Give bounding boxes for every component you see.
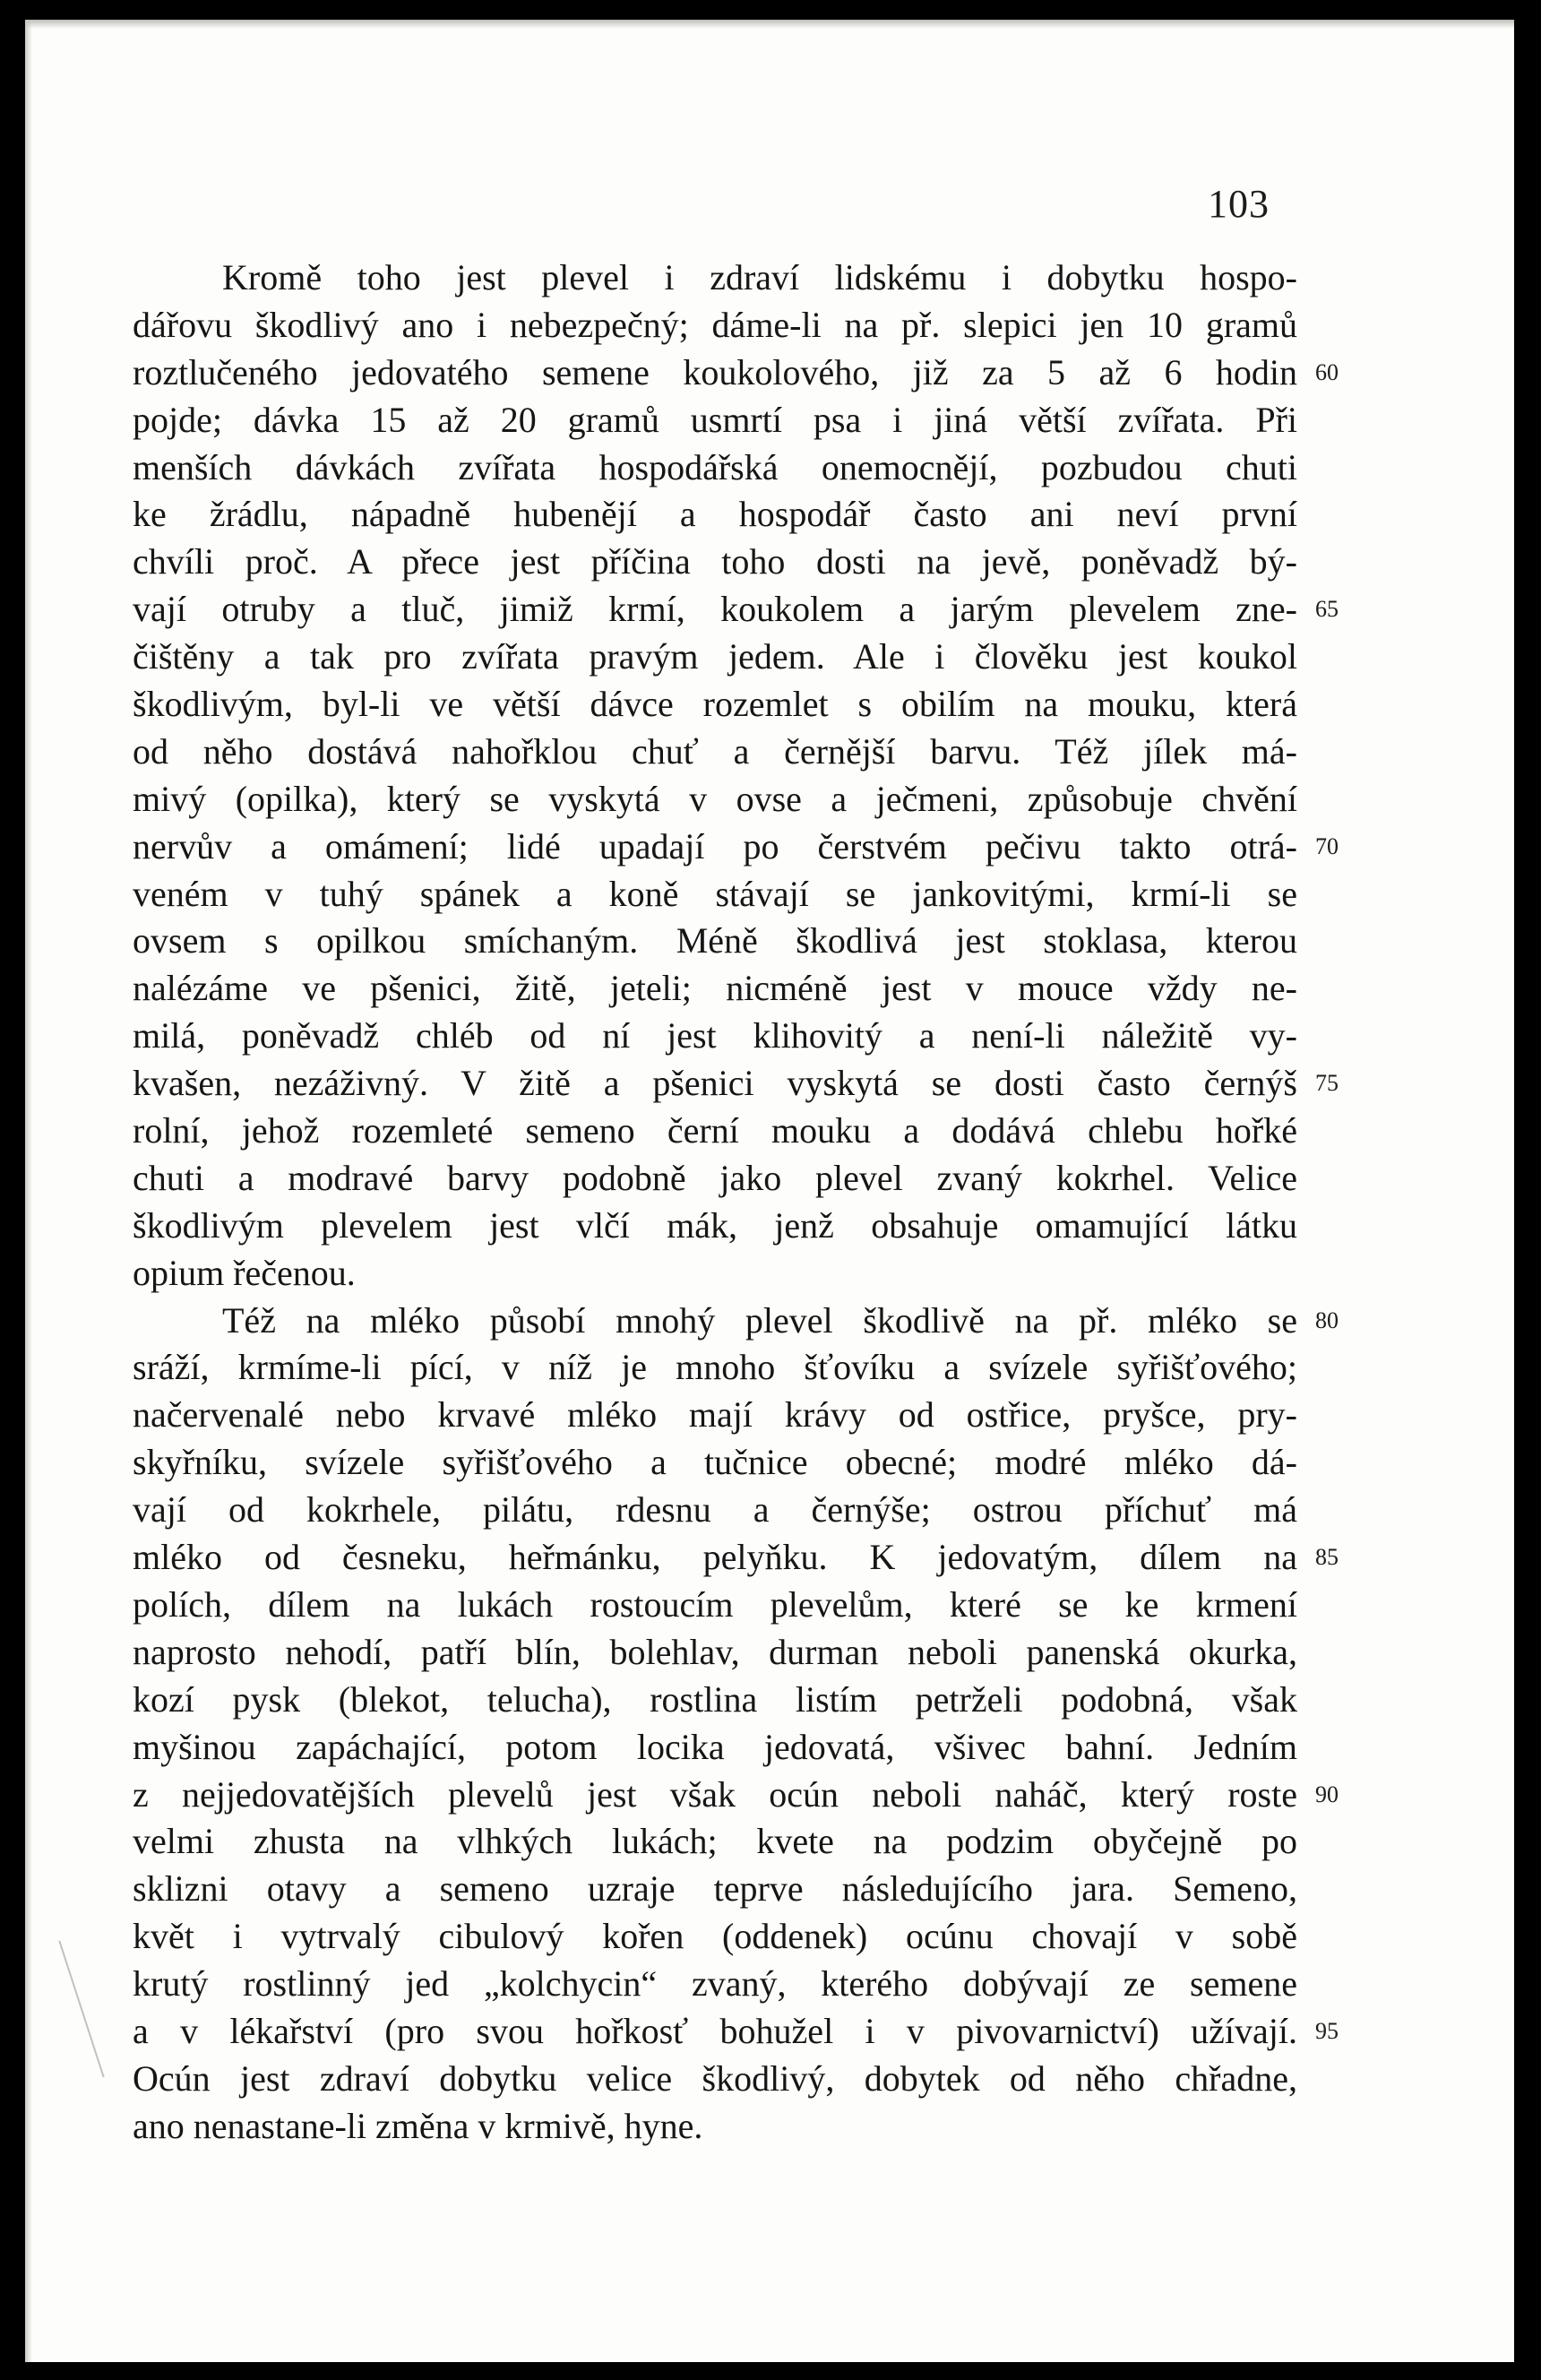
text-line-content: mléko od česneku, heřmánku, pelyňku. K jedovatým, dílem na	[133, 1537, 1297, 1578]
text-line-content: milá, poněvadž chléb od ní jest klihovitý a není-li náležitě vy-	[133, 1015, 1297, 1056]
text-line-content: dářovu škodlivý ano i nebezpečný; dáme-li na př. slepici jen 10 gramů	[133, 304, 1297, 345]
text-line-content: sráží, krmíme-li pící, v níž je mnoho šťovíku a svízele syřišťového;	[133, 1347, 1297, 1388]
text-line	[133, 1534, 1339, 1582]
text-line	[133, 1629, 1297, 1677]
text-line-content: veném v tuhý spánek a koně stávají se jankovitými, krmí-li se	[133, 873, 1297, 914]
text-line-content: z nejjedovatějších plevelů jest však ocún neboli naháč, který roste	[133, 1773, 1297, 1815]
text-line-content: ovsem s opilkou smíchaným. Méně škodlivá jest stoklasa, kterou	[133, 920, 1297, 961]
text-line-content: sklizni otavy a semeno uzraje teprve následujícího jara. Semeno,	[133, 1868, 1297, 1910]
text-line-content: pojde; dávka 15 až 20 gramů usmrtí psa i jiná větší zvířata. Při	[133, 399, 1297, 440]
text-line-content: mivý (opilka), který se vyskytá v ovse a ječmeni, způsobuje chvění	[133, 778, 1297, 819]
text-line	[133, 1013, 1297, 1060]
text-line	[133, 491, 1297, 539]
text-line-content: vají otruby a tluč, jimiž krmí, koukolem a jarým plevelem zne-	[133, 589, 1297, 630]
text-line	[133, 776, 1297, 824]
text-line	[133, 539, 1297, 586]
text-line-content: od něho dostává nahořklou chuť a černější barvu. Též jílek má-	[133, 730, 1297, 772]
text-line-content: nervův a omámení; lidé upadají po čerstvém pečivu takto otrá-	[133, 825, 1297, 867]
text-line	[133, 586, 1339, 634]
text-line	[133, 965, 1297, 1013]
text-line-content: naprosto nehodí, patří blín, bolehlav, durman neboli panenská okurka,	[133, 1631, 1297, 1672]
text-line	[133, 1961, 1297, 2008]
text-line-content: krutý rostlinný jed „kolchycin“ zvaný, kterého dobývají ze semene	[133, 1963, 1297, 2005]
text-line	[133, 1866, 1297, 1913]
text-line-content: nalézáme ve pšenici, žitě, jeteli; nicméně jest v mouce vždy ne-	[133, 968, 1297, 1009]
text-line	[133, 349, 1339, 397]
text-line-content: kozí pysk (blekot, telucha), rostlina listím petrželi podobná, však	[133, 1678, 1297, 1720]
text-line-content: ano nenastane-li změna v krmivě, hyne.	[133, 2105, 703, 2146]
text-line	[133, 2103, 1297, 2151]
scan-shadow-top	[25, 20, 1514, 29]
text-line	[133, 1913, 1297, 1961]
margin-line-number: 80	[1315, 1306, 1339, 1333]
text-line	[133, 1677, 1297, 1724]
text-line-content: skyřníku, svízele syřišťového a tučnice obecné; modré mléko dá-	[133, 1442, 1297, 1483]
text-line	[133, 1392, 1297, 1439]
text-line	[133, 1439, 1297, 1487]
text-line-content: myšinou zapáchající, potom locika jedovatá, všivec bahní. Jedním	[133, 1726, 1297, 1767]
text-line	[133, 444, 1297, 492]
text-line	[133, 1250, 1297, 1298]
text-line	[133, 1060, 1339, 1108]
scan-shadow-left	[25, 20, 32, 2362]
text-line	[133, 1724, 1297, 1772]
text-line-content: Též na mléko působí mnohý plevel škodlivě na př. mléko se	[222, 1299, 1297, 1341]
text-line-content: ke žrádlu, nápadně hubenějí a hospodář často ani neví první	[133, 494, 1297, 535]
text-line	[133, 918, 1297, 965]
text-line	[133, 1108, 1297, 1155]
margin-line-number: 85	[1315, 1544, 1339, 1571]
text-line	[133, 2008, 1339, 2056]
text-line-content: kvašen, nezáživný. V žitě a pšenici vyskytá se dosti často černýš	[133, 1063, 1297, 1104]
text-line	[133, 1487, 1297, 1534]
text-line	[133, 824, 1339, 871]
body-text	[133, 254, 1339, 2151]
text-line	[133, 397, 1297, 444]
text-line-content: květ i vytrvalý cibulový kořen (oddenek) ocúnu chovají v sobě	[133, 1916, 1297, 1957]
text-line	[133, 729, 1297, 776]
text-line-content: chvíli proč. A přece jest příčina toho dosti na jevě, poněvadž bý-	[133, 541, 1297, 582]
text-line-content: rolní, jehož rozemleté semeno černí mouku a dodává chlebu hořké	[133, 1110, 1297, 1151]
text-line	[133, 1772, 1339, 1819]
text-line-content: Kromě toho jest plevel i zdraví lidskému i dobytku hospo-	[222, 257, 1297, 298]
text-line	[133, 681, 1297, 729]
text-line-content: škodlivým plevelem jest vlčí mák, jenž obsahuje omamující látku	[133, 1204, 1297, 1246]
text-line	[133, 1582, 1297, 1629]
text-line-content: a v lékařství (pro svou hořkosť bohužel i v pivovarnictví) užívají.	[133, 2010, 1297, 2051]
text-line	[133, 254, 1297, 302]
text-line	[133, 871, 1297, 918]
book-page	[25, 20, 1514, 2362]
margin-line-number: 95	[1315, 2017, 1339, 2044]
text-line-content: velmi zhusta na vlhkých lukách; kvete na podzim obyčejně po	[133, 1821, 1297, 1862]
text-line	[133, 634, 1297, 681]
text-line-content: menších dávkách zvířata hospodářská onemocnějí, pozbudou chuti	[133, 446, 1297, 487]
text-line	[133, 1818, 1297, 1866]
text-line-content: škodlivým, byl-li ve větší dávce rozemlet s obilím na mouku, která	[133, 684, 1297, 725]
text-line	[133, 1298, 1339, 1345]
text-line	[133, 2056, 1297, 2103]
text-line-content: vají od kokrhele, pilátu, rdesnu a černýše; ostrou příchuť má	[133, 1489, 1297, 1531]
margin-line-number: 70	[1315, 832, 1339, 859]
text-line-content: Ocún jest zdraví dobytku velice škodlivý, dobytek od něho chřadne,	[133, 2057, 1297, 2099]
page-number: 103	[1208, 182, 1270, 226]
margin-line-number: 65	[1315, 596, 1339, 623]
text-line	[133, 1155, 1297, 1203]
text-line-content: roztlučeného jedovatého semene koukolového, již za 5 až 6 hodin	[133, 351, 1297, 392]
text-line-content: opium řečenou.	[133, 1252, 356, 1293]
text-line-content: polích, dílem na lukách rostoucím plevelům, které se ke krmení	[133, 1583, 1297, 1625]
margin-line-number: 90	[1315, 1781, 1339, 1807]
text-line-content: čištěny a tak pro zvířata pravým jedem. Ale i člověku jest koukol	[133, 636, 1297, 677]
margin-line-number: 75	[1315, 1070, 1339, 1097]
text-line	[133, 1344, 1297, 1392]
text-line	[133, 1203, 1297, 1250]
text-line-content: načervenalé nebo krvavé mléko mají krávy od ostřice, pryšce, pry-	[133, 1394, 1297, 1436]
text-line	[133, 302, 1297, 349]
margin-line-number: 60	[1315, 358, 1339, 385]
text-line-content: chuti a modravé barvy podobně jako plevel zvaný kokrhel. Velice	[133, 1157, 1297, 1198]
scan-scratch-mark	[58, 1941, 104, 2078]
